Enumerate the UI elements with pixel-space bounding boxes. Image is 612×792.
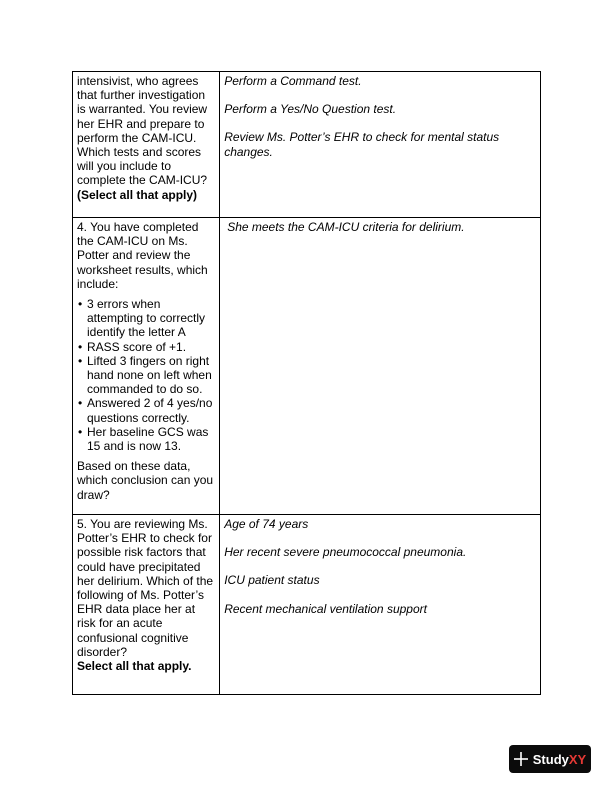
question-cell <box>73 72 220 218</box>
question-text: intensivist, who agrees that further investigation is warranted. You review her EHR and prepare to perform the CAM-ICU. Which tests and scores will you include to complete the CAM-ICU? <box>77 74 208 188</box>
list-item: • 3 errors when attempting to correctly identify the letter A <box>77 297 216 340</box>
answer-cell <box>220 515 541 695</box>
answer-option: Recent mechanical ventilation support <box>224 601 427 616</box>
question-cell <box>73 218 220 515</box>
answer-option: Perform a Command test. <box>224 74 362 88</box>
plus-icon <box>514 752 528 766</box>
studyxy-logo[interactable] <box>509 745 591 773</box>
table-row <box>73 515 541 695</box>
answer-option: Her recent severe pneumococcal pneumonia. <box>224 545 467 560</box>
worksheet-table <box>72 71 541 695</box>
list-item: • Answered 2 of 4 yes/no questions correctly. <box>77 396 216 424</box>
answer-option: ICU patient status <box>224 573 320 588</box>
table-row <box>73 72 541 218</box>
answer-option: She meets the CAM-ICU criteria for delirium. <box>227 220 465 234</box>
logo-text-accent: XY <box>568 751 587 767</box>
list-item: • Her baseline GCS was 15 and is now 13. <box>77 425 216 453</box>
question-text: 4. You have completed the CAM-ICU on Ms. Potter and review the worksheet results, which include: <box>77 220 208 291</box>
question-prompt: Based on these data, which conclusion can you draw? <box>77 459 214 502</box>
results-list <box>77 297 216 453</box>
answer-cell <box>220 218 541 515</box>
question-instruction: Select all that apply. <box>77 659 192 674</box>
answer-option: Age of 74 years <box>224 517 309 531</box>
table-row <box>73 218 541 515</box>
logo-text: Study <box>532 751 569 767</box>
question-cell <box>73 515 220 695</box>
list-item: • Lifted 3 fingers on right hand none on left when commanded to do so. <box>77 354 216 397</box>
question-instruction: (Select all that apply) <box>77 187 198 202</box>
answer-option: Review Ms. Potter’s EHR to check for mental status changes. <box>224 130 500 159</box>
list-item: • RASS score of +1. <box>77 340 216 354</box>
answer-option: Perform a Yes/No Question test. <box>224 102 397 117</box>
question-text: 5. You are reviewing Ms. Potter’s EHR to check for possible risk factors that could have precipitated her delirium. Which of the following of Ms. Potter’s EHR data place her at risk for an acute confusional cognitive disorder? <box>77 517 214 659</box>
answer-cell <box>220 72 541 218</box>
